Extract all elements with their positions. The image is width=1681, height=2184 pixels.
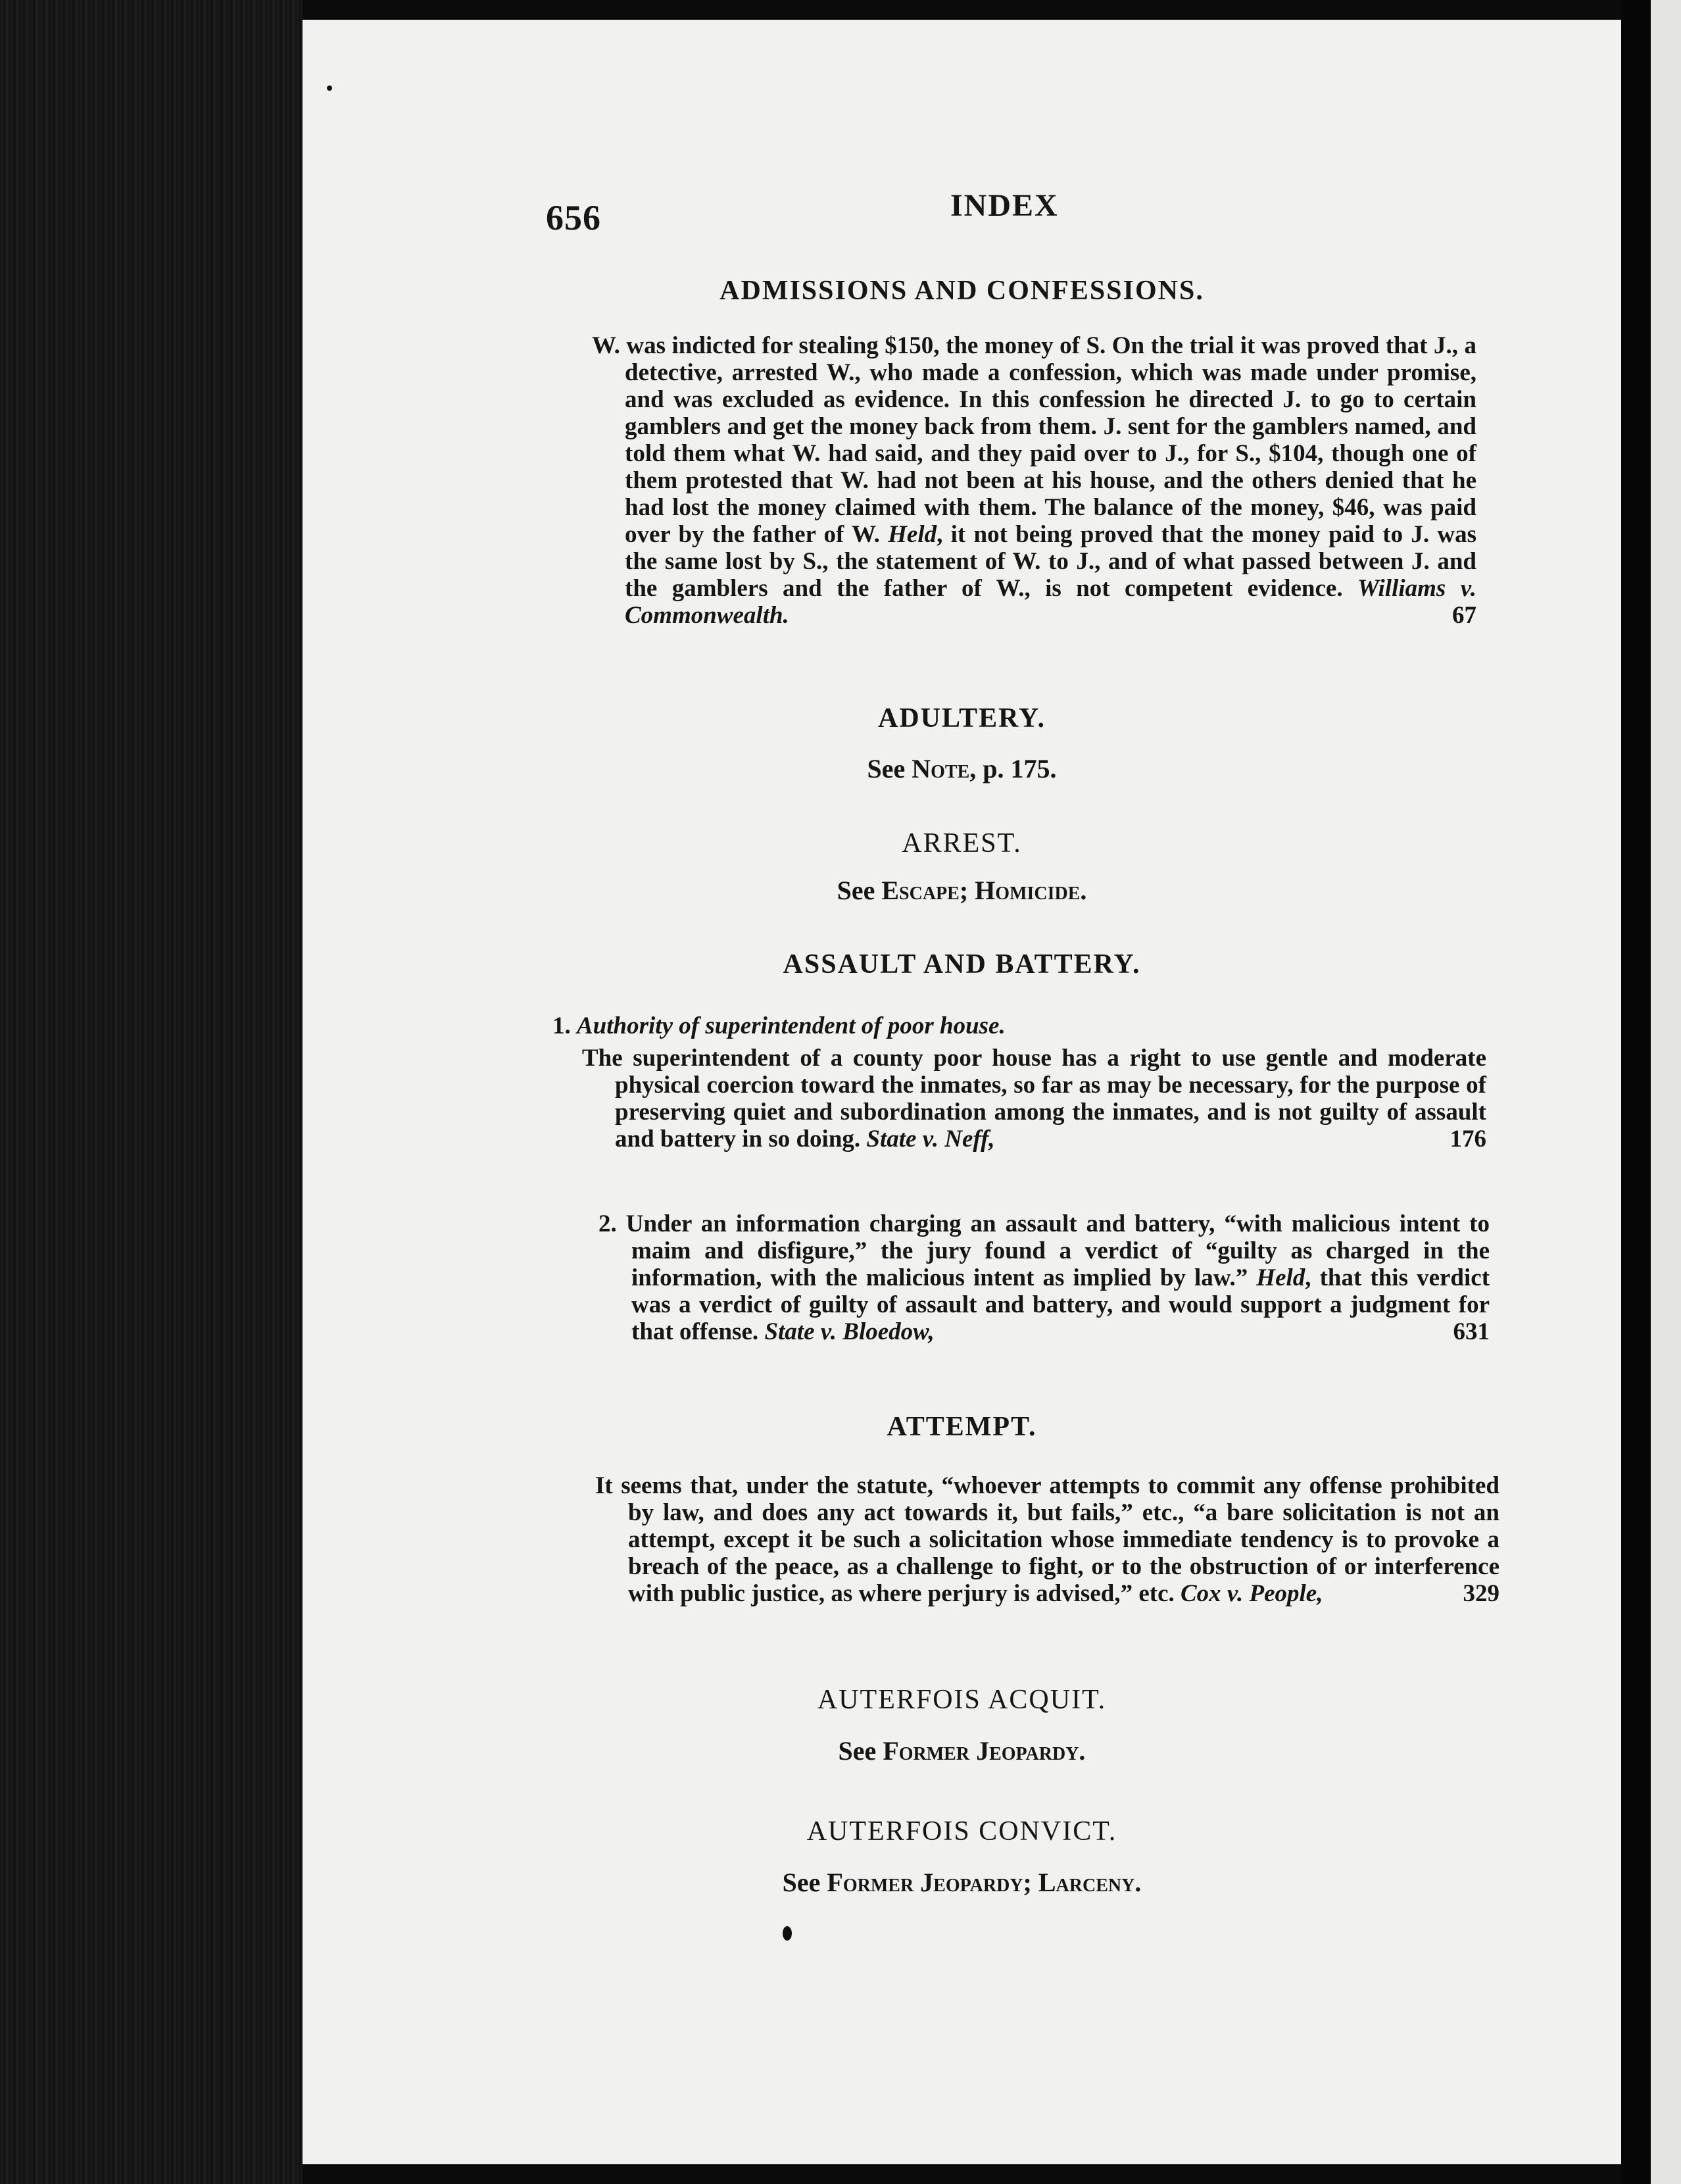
- entry-assault-2-held: Held: [1256, 1264, 1305, 1291]
- entry-admissions-text: W. was indicted for stealing $150, the money of S. On the trial it was proved that J., a detective, arrested W., who made a confession, which was made under promise, and was excluded as evidence. In this confession he directed J. to go to certain gamblers and get the money back from them. J. sent for the gamblers named, and told them what W. had said, and they paid over to J., for S., $104, though one of them protested that W. had not been at his house, and the others denied that he had lost the money claimed with them. The balance of the money, $46, was paid over by the father of W.: [592, 332, 1476, 548]
- entry-admissions-text2: , it not being proved that the money paid to J. was the same lost by S., the statement of W. to J., and of what passed between J. and the gamblers and the father of W., is not competent evidence.: [625, 521, 1477, 602]
- ink-speck: [327, 86, 332, 91]
- entry-assault-1-text: The superintendent of a county poor house has a right to use gentle and moderate physical coercion toward the inmates, so far as may be necessary, for the purpose of preserving quiet and subordination among the inmates, and is not guilty of assault and battery in so doing.: [582, 1045, 1486, 1153]
- heading-assault: ASSAULT AND BATTERY.: [783, 949, 1141, 980]
- entry-admissions: [592, 332, 1477, 629]
- entry-assault-1: [582, 1045, 1486, 1153]
- entry-admissions-citation: Williams v. Commonwealth.: [625, 575, 1476, 629]
- see-label: See: [782, 1868, 821, 1897]
- see-arrest: [303, 875, 1621, 906]
- entry-assault-2-text: Under an information charging an assault and battery, “with malicious intent to maim and disfigure,” the jury found a verdict of “guilty as charged in the information, with the malicious intent as implied by law.”: [625, 1210, 1490, 1291]
- see-ref-rest: , p. 175.: [969, 754, 1057, 783]
- see-separator: ;: [959, 876, 975, 905]
- entry-attempt: [595, 1472, 1499, 1607]
- see-acquit: [303, 1735, 1621, 1766]
- entry-attempt-citation: Cox v. People,: [1181, 1580, 1323, 1607]
- see-ref-former-jeopardy: Former Jeopardy.: [883, 1736, 1086, 1766]
- page-number: 656: [546, 198, 601, 237]
- entry-attempt-text: It seems that, under the statute, “whoever attempts to commit any offense prohibited by law, and does any act towards it, but fails,” etc., “a bare solicitation is not an attempt, except it be such a solicitation whose immediate tendency is to provoke a breach of the peace, as a challenge to fight, or to the obstruction of or interference with public justice, as where perjury is advised,” etc.: [595, 1472, 1499, 1607]
- see-adultery: [303, 753, 1621, 784]
- see-ref-note: Note: [912, 754, 970, 783]
- facing-page-edge: [1651, 0, 1681, 2184]
- ink-speck: [783, 1926, 792, 1941]
- book-spine: [0, 0, 303, 2184]
- see-ref-escape: Escape: [881, 876, 960, 905]
- heading-convict: AUTERFOIS CONVICT.: [806, 1816, 1117, 1847]
- entry-admissions-held: Held: [888, 521, 937, 548]
- heading-adultery: ADULTERY.: [877, 703, 1046, 733]
- subhead-number: 1.: [552, 1012, 571, 1039]
- heading-acquit: AUTERFOIS ACQUIT.: [817, 1685, 1107, 1715]
- see-separator: ;: [1023, 1868, 1038, 1897]
- running-head: INDEX: [950, 188, 1059, 223]
- see-label: See: [838, 1736, 877, 1766]
- entry-assault-2: [598, 1210, 1490, 1345]
- heading-attempt: ATTEMPT.: [887, 1412, 1037, 1442]
- entry-assault-1-page: 176: [1450, 1126, 1486, 1153]
- subhead-assault-1: [552, 1012, 1006, 1040]
- heading-admissions: ADMISSIONS AND CONFESSIONS.: [719, 276, 1204, 306]
- see-label: See: [867, 754, 906, 783]
- heading-arrest: ARREST.: [902, 828, 1022, 858]
- entry-assault-2-number: 2.: [598, 1210, 617, 1237]
- entry-assault-2-page: 631: [1453, 1318, 1490, 1345]
- see-convict: [303, 1867, 1621, 1898]
- see-ref-former-jeopardy: Former Jeopardy: [827, 1868, 1023, 1897]
- entry-assault-1-citation: State v. Neff,: [866, 1126, 995, 1153]
- entry-assault-2-citation: State v. Bloedow,: [764, 1318, 935, 1345]
- entry-admissions-page: 67: [1452, 602, 1476, 629]
- entry-attempt-page: 329: [1463, 1580, 1499, 1607]
- see-label: See: [837, 876, 875, 905]
- subhead-title: Authority of superintendent of poor house.: [577, 1012, 1006, 1039]
- see-ref-larceny: Larceny.: [1038, 1868, 1142, 1897]
- see-ref-homicide: Homicide.: [975, 876, 1087, 905]
- entry-assault-2-text2: , that this verdict was a verdict of guilty of assault and battery, and would support a judgment for that offense.: [631, 1264, 1490, 1345]
